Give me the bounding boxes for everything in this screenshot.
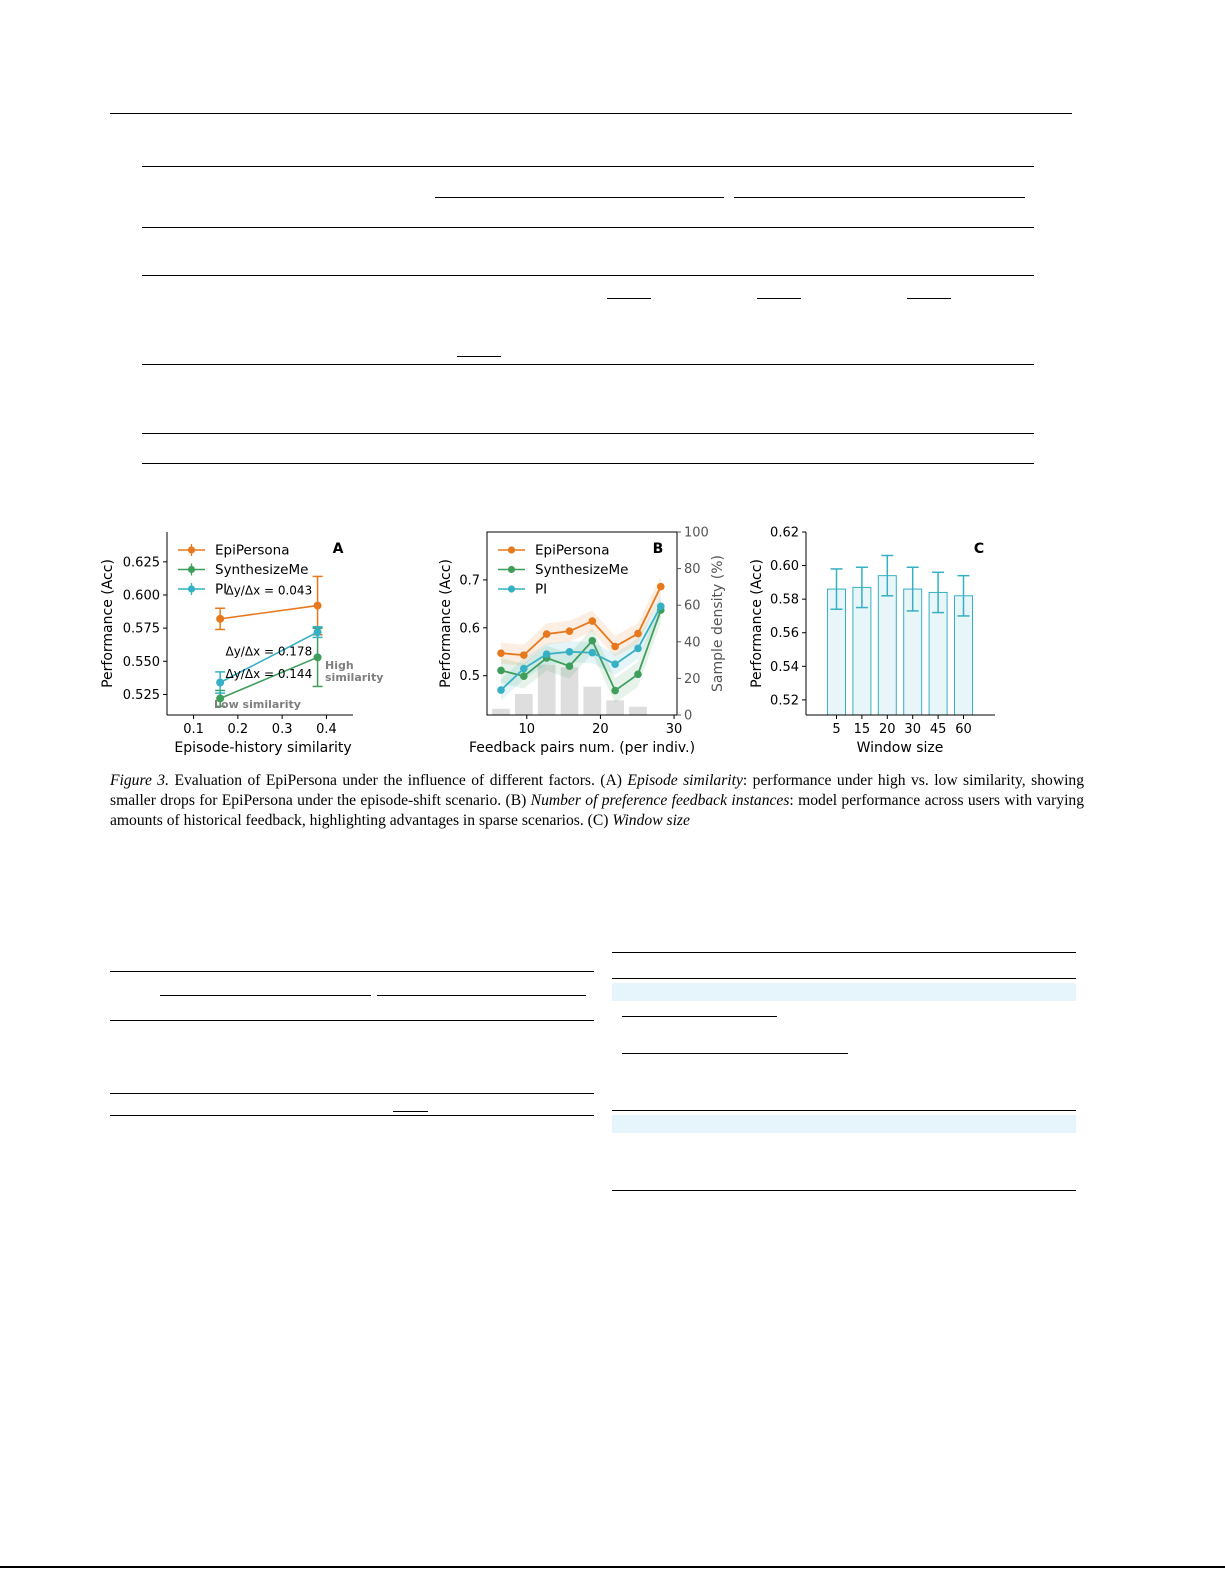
c-x-tick-label: 30 bbox=[904, 722, 921, 737]
chart-c bbox=[0, 0, 1225, 770]
a-x-tick-label: 0.2 bbox=[227, 722, 249, 737]
b-y2-tick-label: 40 bbox=[684, 635, 701, 651]
right-table-underline-1 bbox=[622, 1016, 777, 1017]
caption-text-3: : model performance across users with varying amounts of historical feedback, highlighting advantages in sparse scenarios. (C) bbox=[110, 792, 1084, 829]
c-x-tick-label: 45 bbox=[929, 722, 947, 737]
legend-label-pi: PI bbox=[535, 581, 548, 598]
a-high-similarity-label: similarity bbox=[325, 671, 384, 684]
a-y-tick-label: 0.550 bbox=[122, 654, 160, 670]
a-y-tick-label: 0.525 bbox=[122, 687, 160, 703]
b-x-axis-label: Feedback pairs num. (per indiv.) bbox=[468, 740, 696, 756]
left-table-group-rule-1 bbox=[160, 995, 371, 996]
caption-label: Figure 3. bbox=[110, 772, 170, 789]
c-y-tick-label: 0.56 bbox=[770, 626, 799, 642]
right-table-bottom-rule bbox=[612, 1190, 1076, 1191]
a-slope-annotation: Δy/Δx = 0.178 bbox=[225, 644, 313, 659]
right-table-top-rule bbox=[612, 952, 1076, 953]
caption-text-2: : performance under high vs. low similarity, showing smaller drops for EpiPersona under the episode-shift scenario. (B) bbox=[110, 772, 1085, 809]
a-y-tick-label: 0.600 bbox=[122, 588, 160, 604]
c-x-tick-label: 5 bbox=[832, 722, 841, 737]
a-slope-annotation: Δy/Δx = 0.144 bbox=[225, 666, 313, 681]
c-x-tick-label: 60 bbox=[955, 722, 972, 737]
footer-rule bbox=[0, 1566, 1225, 1568]
left-table-group-rule-2 bbox=[377, 995, 586, 996]
b-x-tick-label: 20 bbox=[592, 722, 609, 737]
legend-label-synthesizeme: SynthesizeMe bbox=[535, 562, 629, 578]
c-y-tick-label: 0.62 bbox=[770, 525, 799, 541]
a-x-tick-label: 0.3 bbox=[271, 722, 293, 737]
figure-caption bbox=[110, 771, 1084, 831]
b-y2-tick-label: 20 bbox=[684, 671, 701, 687]
c-y-tick-label: 0.58 bbox=[770, 592, 799, 608]
a-slope-annotation: Δy/Δx = 0.043 bbox=[225, 583, 313, 598]
a-x-axis-label: Episode-history similarity bbox=[174, 740, 352, 756]
b-panel-label: B bbox=[652, 541, 664, 557]
b-x-tick-label: 10 bbox=[518, 722, 536, 737]
c-panel-label: C bbox=[973, 541, 985, 557]
left-table-underline bbox=[393, 1111, 428, 1112]
caption-text-1: Evaluation of EpiPersona under the influence of different factors. (A) bbox=[174, 772, 622, 789]
c-y-tick-label: 0.60 bbox=[770, 559, 799, 575]
b-y2-tick-label: 100 bbox=[684, 525, 709, 541]
left-table-section-rule bbox=[110, 1093, 594, 1094]
b-y-tick-label: 0.6 bbox=[459, 621, 480, 637]
b-x-tick-label: 30 bbox=[665, 722, 683, 737]
b-y2-axis-label: Sample density (%) bbox=[710, 555, 726, 692]
left-table-header-rule bbox=[110, 1020, 594, 1021]
c-x-axis-label: Window size bbox=[856, 740, 944, 756]
c-y-tick-label: 0.52 bbox=[770, 693, 799, 709]
caption-em-2: Number of preference feedback instances bbox=[530, 792, 790, 809]
a-x-tick-label: 0.1 bbox=[183, 722, 204, 737]
legend-label-epipersona: EpiPersona bbox=[215, 542, 290, 559]
right-table-shaded-row-1 bbox=[612, 983, 1076, 1001]
legend-label-epipersona: EpiPersona bbox=[535, 542, 610, 559]
caption-em-1: Episode similarity bbox=[627, 772, 743, 789]
c-y-axis-label: Performance (Acc) bbox=[749, 559, 765, 688]
a-high-similarity-label: High bbox=[325, 659, 354, 672]
left-table-bottom-rule bbox=[110, 1115, 594, 1116]
b-y-tick-label: 0.5 bbox=[459, 669, 480, 685]
legend-label-synthesizeme: SynthesizeMe bbox=[215, 562, 309, 578]
legend-label-pi: PI bbox=[215, 581, 228, 598]
a-y-tick-label: 0.575 bbox=[122, 621, 160, 637]
c-y-tick-label: 0.54 bbox=[770, 659, 799, 675]
b-y2-tick-label: 80 bbox=[684, 562, 701, 578]
c-x-tick-label: 15 bbox=[853, 722, 871, 737]
a-panel-label: A bbox=[332, 541, 344, 557]
a-y-tick-label: 0.625 bbox=[122, 555, 160, 571]
a-y-axis-label: Performance (Acc) bbox=[100, 559, 116, 688]
right-table-shaded-row-2 bbox=[612, 1115, 1076, 1133]
b-y-tick-label: 0.7 bbox=[459, 573, 480, 589]
a-low-similarity-label: Low similarity bbox=[214, 698, 301, 711]
right-table-underline-2 bbox=[622, 1053, 848, 1054]
b-y2-tick-label: 60 bbox=[684, 598, 701, 614]
right-table-section-rule bbox=[612, 1110, 1076, 1111]
c-bar bbox=[878, 576, 896, 715]
caption-em-3: Window size bbox=[612, 812, 690, 829]
a-x-tick-label: 0.4 bbox=[316, 722, 337, 737]
c-x-tick-label: 20 bbox=[879, 722, 896, 737]
b-y-axis-label: Performance (Acc) bbox=[438, 559, 454, 688]
right-table-header-rule bbox=[612, 978, 1076, 979]
b-y2-tick-label: 0 bbox=[684, 708, 693, 724]
left-table-top-rule bbox=[110, 971, 594, 972]
